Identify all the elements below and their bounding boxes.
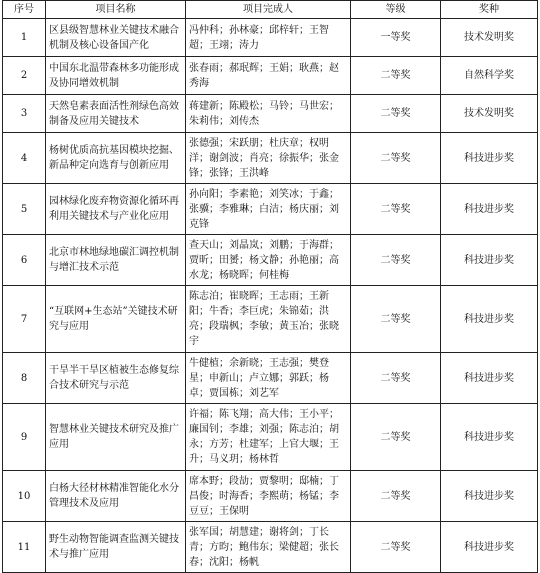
row-number: 5 — [3, 184, 46, 235]
table-row — [3, 19, 538, 57]
award-type: 科技进步奖 — [441, 235, 538, 286]
row-number: 2 — [3, 57, 46, 95]
project-persons: 张军国；胡慧建；谢将剑；丁长青；方昀；鲍伟东；梁健超；张长春；沈阳；杨帆 — [186, 522, 351, 573]
award-type: 科技进步奖 — [441, 286, 538, 353]
project-persons: 蒋建新；陈殿松；马铃；马世宏；朱莉伟；刘传杰 — [186, 95, 351, 133]
award-type: 科技进步奖 — [441, 404, 538, 471]
award-grade: 二等奖 — [351, 133, 441, 184]
row-number: 3 — [3, 95, 46, 133]
table-row — [3, 235, 538, 286]
project-name: 野生动物智能调查监测关键技术与推广应用 — [46, 522, 186, 573]
header-grade: 等级 — [351, 1, 441, 19]
header-row — [3, 1, 538, 19]
table-row — [3, 95, 538, 133]
award-grade: 二等奖 — [351, 57, 441, 95]
project-name: “互联网+生态站”关键技术研究与应用 — [46, 286, 186, 353]
award-type: 自然科学奖 — [441, 57, 538, 95]
award-grade: 一等奖 — [351, 19, 441, 57]
project-persons: 牛健植；余新晓；王志强；樊登星；申新山；卢立娜；郭跃；杨卓；贾国栋；刘艺军 — [186, 353, 351, 404]
row-number: 4 — [3, 133, 46, 184]
award-grade: 二等奖 — [351, 404, 441, 471]
row-number: 8 — [3, 353, 46, 404]
project-persons: 冯仲科；孙林豪；邱梓轩；王智超；王翊；涛力 — [186, 19, 351, 57]
award-grade: 二等奖 — [351, 235, 441, 286]
award-grade: 二等奖 — [351, 471, 441, 522]
award-grade: 二等奖 — [351, 286, 441, 353]
table-row — [3, 522, 538, 573]
project-persons: 孙向阳；李素艳；刘笑冰；于鑫；张骥；李雅琳；白洁；杨庆丽；刘克锋 — [186, 184, 351, 235]
award-type: 科技进步奖 — [441, 133, 538, 184]
award-type: 科技进步奖 — [441, 522, 538, 573]
row-number: 6 — [3, 235, 46, 286]
award-grade: 二等奖 — [351, 522, 441, 573]
project-name: 杨树优质高抗基因模块挖掘、新品种定向选育与创新应用 — [46, 133, 186, 184]
awards-table — [2, 0, 538, 573]
table-row — [3, 353, 538, 404]
table-row — [3, 286, 538, 353]
award-grade: 二等奖 — [351, 184, 441, 235]
header-no: 序号 — [3, 1, 46, 19]
row-number: 10 — [3, 471, 46, 522]
project-name: 干旱半干旱区植被生态修复综合技术研究与示范 — [46, 353, 186, 404]
project-name: 白杨大径材林精准智能化水分管理技术及应用 — [46, 471, 186, 522]
project-persons: 许福；陈飞翔；高大伟；王小平；廉国钊；李雄；刘强；陈志泊；胡永；方芳；杜建军；上官大堰；王升；马义玥；杨林哲 — [186, 404, 351, 471]
award-type: 技术发明奖 — [441, 19, 538, 57]
project-name: 天然皂素表面活性剂绿色高效制备及应用关键技术 — [46, 95, 186, 133]
project-name: 区县级智慧林业关键技术融合机制及核心设备国产化 — [46, 19, 186, 57]
table-row — [3, 404, 538, 471]
row-number: 9 — [3, 404, 46, 471]
table-body — [3, 19, 538, 573]
table-row — [3, 57, 538, 95]
project-persons: 查天山；刘晶岚；刘鹏；于海群；贾昕；田赟；杨文静；孙艳丽；高水龙；杨晓晖；何桂梅 — [186, 235, 351, 286]
project-name: 北京市林地绿地碳汇调控机制与增汇技术示范 — [46, 235, 186, 286]
row-number: 11 — [3, 522, 46, 573]
project-name: 智慧林业关键技术研究及推广应用 — [46, 404, 186, 471]
row-number: 1 — [3, 19, 46, 57]
table-row — [3, 184, 538, 235]
project-persons: 陈志泊；崔晓晖；王志雨；王新阳；牛香；李巨虎；朱锦茹；洪亮；段瑞枫；李敏；黄玉冶；张晓宇 — [186, 286, 351, 353]
award-type: 科技进步奖 — [441, 353, 538, 404]
row-number: 7 — [3, 286, 46, 353]
header-project-name: 项目名称 — [46, 1, 186, 19]
award-type: 科技进步奖 — [441, 471, 538, 522]
project-name: 园林绿化废弃物资源化循环再利用关键技术与产业化应用 — [46, 184, 186, 235]
award-grade: 二等奖 — [351, 353, 441, 404]
project-persons: 张德强；宋跃朋；杜庆章；权明洋；谢剑波；肖亮；徐振华；张金锋；张锋；王洪峰 — [186, 133, 351, 184]
header-award-type: 奖种 — [441, 1, 538, 19]
award-type: 技术发明奖 — [441, 95, 538, 133]
project-name: 中国东北温带森林多功能形成及协同增效机制 — [46, 57, 186, 95]
award-grade: 二等奖 — [351, 95, 441, 133]
header-persons: 项目完成人 — [186, 1, 351, 19]
table-row — [3, 471, 538, 522]
project-persons: 席本野；段劼；贾黎明；邸楠；丁昌俊；时海香；李熙萌；杨锰；李豆豆；王保明 — [186, 471, 351, 522]
award-type: 科技进步奖 — [441, 184, 538, 235]
table-row — [3, 133, 538, 184]
table-header — [3, 1, 538, 19]
project-persons: 张春雨；郝珉辉；王娟；耿燕；赵秀海 — [186, 57, 351, 95]
